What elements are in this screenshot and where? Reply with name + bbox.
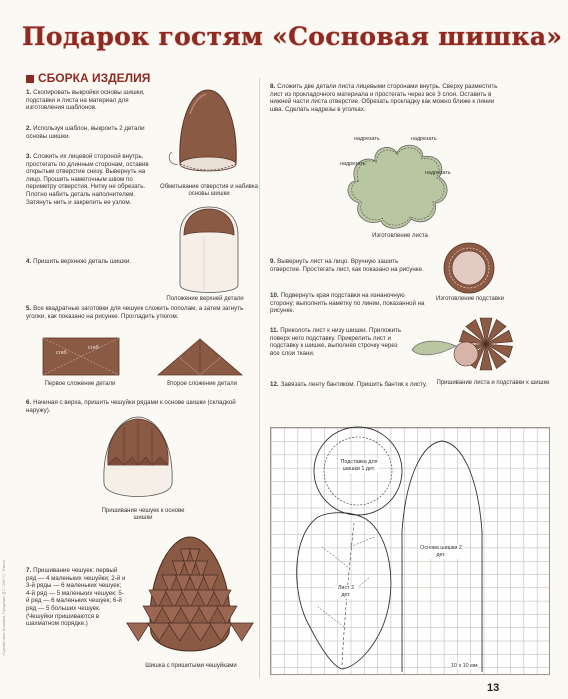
pattern-shapes: [270, 427, 550, 675]
caption-first-fold: Первое сложение детали: [44, 381, 116, 387]
step-number: 6.: [26, 399, 32, 406]
step-6: [26, 399, 246, 414]
step-number: 2.: [26, 125, 32, 132]
step-text: Сложить их лицевой стороной внутрь, простегать по длинным сторонам, оставив открытым отверстие снизу. Вывернуть на лицо. Прошить наметочным швом по периметру отверстия. Нитку не обрезать. Плотно набить деталь наполнителем. Затянуть нить и закрепить ее узлом.: [26, 153, 149, 206]
leaf-making-illustration: [345, 141, 455, 233]
step-number: 1.: [26, 89, 32, 96]
fold-tag-right: сгиб: [88, 345, 99, 351]
step-number: 3.: [26, 153, 32, 160]
page-title: Подарок гостям «Сосновая шишка»: [22, 22, 563, 51]
step-number: 12.: [270, 381, 279, 388]
cone-base-illustration: [168, 84, 248, 184]
stand-illustration: [442, 241, 496, 295]
side-credit: «Сделай сам» Вышивка. Рукоделие №1 / 2007 © Эгмонт: [2, 560, 6, 657]
square-bullet-icon: [26, 75, 34, 83]
section-heading: [26, 71, 150, 85]
step-7: [26, 567, 126, 628]
caption-cone: Шишка с пришитыми чешуйками: [145, 663, 237, 669]
pattern-leaf-label: Лист 2 дет.: [334, 585, 358, 599]
finished-cone-illustration: [145, 535, 235, 663]
step-text: Начиная с верха, пришить чешуйки рядами к основе шишки (складкой наружу).: [26, 399, 236, 414]
step-text: Подвернуть края подставки на изнаночную сторону; выполнить наметку по линии, показанной на рисунке.: [270, 292, 425, 315]
column-divider: [259, 78, 260, 678]
step-3: [26, 153, 156, 206]
pattern-base-label: Основа шишки 2 дет.: [420, 545, 462, 558]
pattern-stand-label: Подставка для шишки 1 дет.: [340, 459, 378, 472]
step-number: 7.: [26, 567, 32, 574]
second-fold-illustration: [157, 337, 243, 377]
top-part-illustration: [174, 205, 244, 300]
pattern-scale-label: 10 х 10 мм: [451, 663, 478, 669]
step-number: 9.: [270, 258, 276, 265]
step-11: [270, 327, 405, 357]
caption-second-fold: Второе сложение детали: [167, 381, 237, 387]
step-9: [270, 258, 430, 273]
page-number: 13: [487, 682, 500, 694]
step-text: Пришить верхнюю деталь шишки.: [33, 258, 132, 265]
caption-leaf: Изготовление листа: [372, 233, 428, 239]
step-text: Используя шаблон, выкроить 2 детали основы шишки.: [26, 125, 145, 140]
caption-attach: Пришивание листа и подставки к шишке: [436, 380, 550, 386]
step-number: 11.: [270, 327, 279, 334]
first-fold-illustration: [42, 337, 120, 377]
step-2: [26, 125, 156, 140]
caption-top-position: Положение верхней детали: [166, 296, 244, 302]
attach-illustration: [408, 310, 528, 380]
step-text: Скопировать выкройки основы шишки, подставки и листа на материал для изготовления шаблонов.: [26, 89, 145, 112]
cone-scale: [230, 623, 253, 641]
caption-stand: Изготовление подставки: [435, 296, 505, 302]
fold-tag-left: сгиб: [56, 350, 67, 356]
step-number: 10.: [270, 292, 279, 299]
step-text: Приколоть лист к низу шишки. Приложить поверх него подставку. Прикрепить лист и подставку к шишке, выполняя строчку через все слои ткани.: [270, 327, 402, 357]
step-8: [270, 83, 502, 113]
step-text: Вывернуть лист на лицо. Вручную зашить отверстие. Простегать лист, как показано на рисунке.: [270, 258, 424, 273]
notch-label-2: надрезать: [411, 136, 437, 142]
notch-label-4: надрезать: [425, 170, 451, 176]
step-number: 8.: [270, 83, 276, 90]
step-text: Пришивание чешуек: первый ряд — 4 маленьких чешуйки; 2-й и 3-й ряды — 6 маленьких чешуек; 4-й ряд — 5 маленьких чешуек; 5-й ряд — 6 маленьких чешуек; 6-й ряд — 5 больших чешуек. (Чешуйки пришиваются в шахматном порядке.): [26, 567, 126, 628]
step-text: Сложить две детали листа лицевыми сторонами внутрь. Сверху разместить лист из прокладочного материала и простегать через все 3 слоя. Оставить в нижней части листа отверстие. Обрезать прокладку как можно ближе к линии шва. Сделать надрезы в уголках.: [270, 83, 498, 113]
caption-basting: Обметывание отверстия и набивка основы шишки: [160, 184, 258, 198]
step-12: [270, 381, 430, 389]
step-number: 5.: [26, 305, 32, 312]
notch-label-3: надрезать: [340, 161, 366, 167]
step-5: [26, 305, 251, 320]
step-number: 4.: [26, 258, 32, 265]
caption-scales: Пришивание чешуек к основе шишки: [101, 508, 185, 522]
section-heading-text: СБОРКА ИЗДЕЛИЯ: [38, 71, 151, 85]
step-1: [26, 89, 156, 112]
step-4: [26, 258, 156, 266]
cone-scale: [127, 623, 150, 641]
step-text: Завязать ленту бантиком. Пришить бантик к листу.: [280, 381, 428, 388]
step-10: [270, 292, 430, 315]
scales-attach-illustration: [100, 413, 176, 505]
notch-label-1: надрезать: [354, 136, 380, 142]
step-text: Все квадратные заготовки для чешуек сложить пополам, а затем загнуть уголки, как показано на рисунке. Прогладить утюгом.: [26, 305, 244, 320]
